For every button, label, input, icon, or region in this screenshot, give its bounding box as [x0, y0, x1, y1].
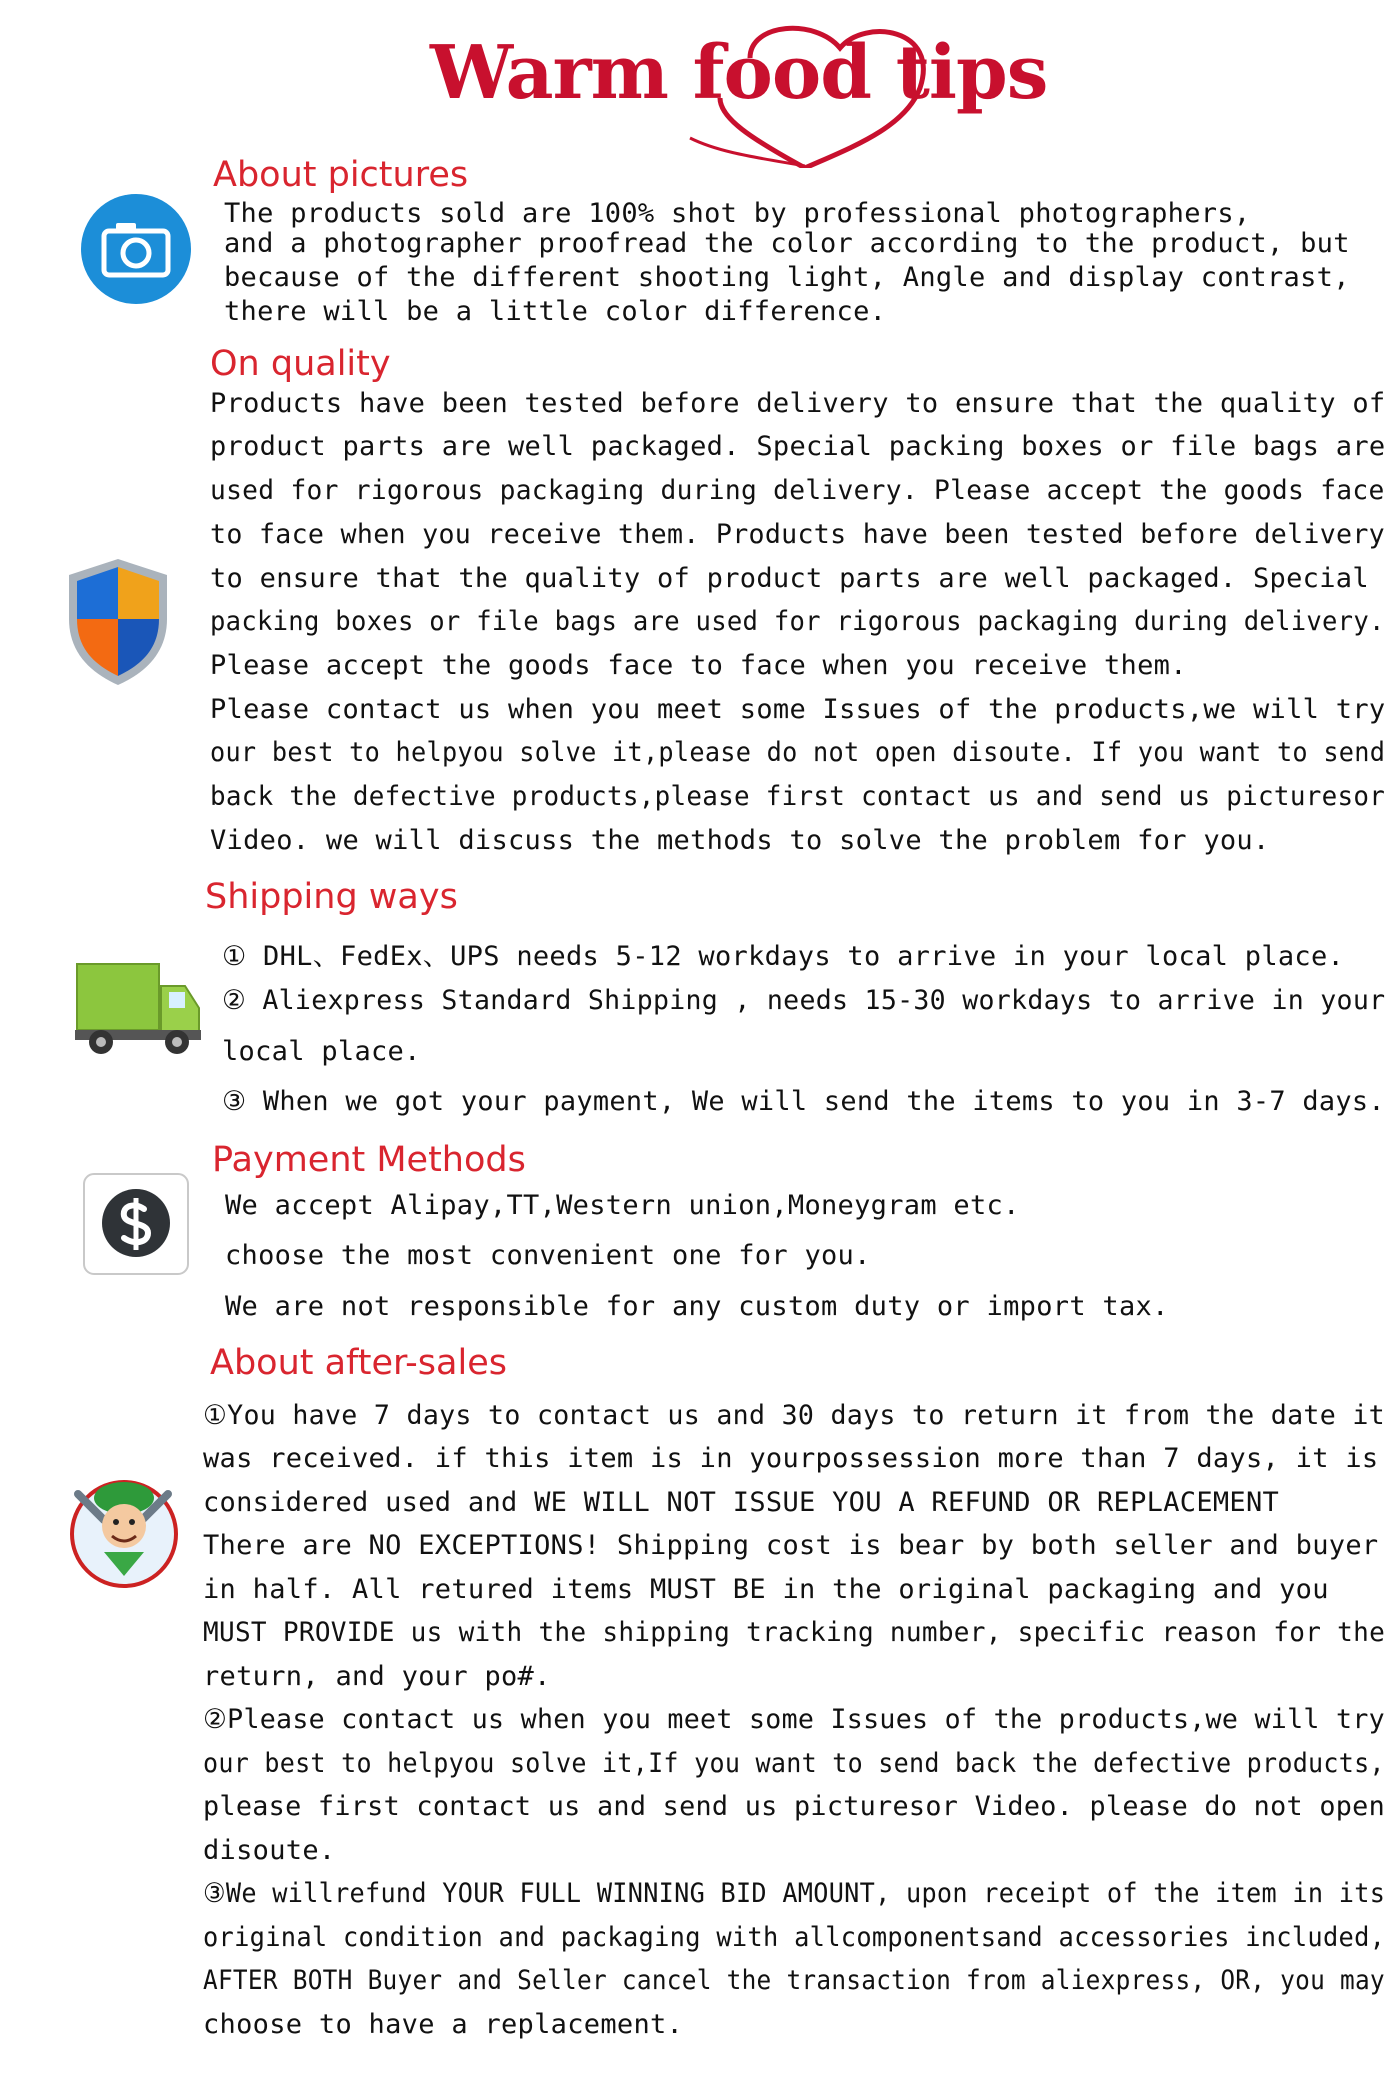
- aftersales-line: choose to have a replacement.: [203, 2009, 684, 2040]
- payment-line: choose the most convenient one for you.: [225, 1240, 871, 1271]
- aftersales-line: in half. All retured items MUST BE in the original packaging and you: [203, 1574, 1329, 1605]
- repairman-icon: [68, 1468, 180, 1596]
- dollar-icon: [82, 1172, 190, 1280]
- camera-icon: [80, 193, 192, 309]
- quality-line: Products have been tested before delivery to ensure that the quality of: [210, 388, 1386, 419]
- pictures-line: there will be a little color difference.: [224, 296, 887, 327]
- payment-line: We accept Alipay,TT,Western union,Moneygram etc.: [225, 1190, 1020, 1221]
- quality-line: Video. we will discuss the methods to solve the problem for you.: [210, 825, 1270, 856]
- aftersales-line: return, and your po#.: [203, 1661, 551, 1692]
- section-heading-aftersales: About after-sales: [210, 1343, 507, 1383]
- title-banner: [420, 18, 1048, 168]
- quality-line: back the defective products,please first contact us and send us picturesor: [210, 781, 1386, 812]
- shipping-line: ② Aliexpress Standard Shipping , needs 15-30 workdays to arrive in your: [222, 985, 1386, 1016]
- aftersales-line: MUST PROVIDE us with the shipping tracking number, specific reason for the: [203, 1617, 1386, 1648]
- quality-line: Please accept the goods face to face when you receive them.: [210, 650, 1187, 681]
- quality-line: to ensure that the quality of product parts are well packaged. Special: [210, 563, 1369, 594]
- section-heading-pictures: About pictures: [213, 155, 469, 195]
- aftersales-line: ①You have 7 days to contact us and 30 days to return it from the date it: [203, 1400, 1385, 1431]
- pictures-line: because of the different shooting light, Angle and display contrast,: [224, 262, 1350, 293]
- quality-line: our best to helpyou solve it,please do not open disoute. If you want to send: [210, 737, 1386, 768]
- pictures-line: and a photographer proofread the color according to the product, but: [224, 228, 1350, 259]
- aftersales-line: original condition and packaging with allcomponentsand accessories included,: [203, 1922, 1386, 1953]
- shield-icon: [63, 555, 173, 693]
- quality-line: used for rigorous packaging during delivery. Please accept the goods face: [210, 475, 1385, 506]
- pictures-line: The products sold are 100% shot by professional photographers,: [224, 198, 1251, 229]
- quality-line: to face when you receive them. Products have been tested before delivery: [210, 519, 1385, 550]
- section-heading-shipping: Shipping ways: [205, 877, 458, 917]
- aftersales-line: was received. if this item is in yourpossession more than 7 days, it is: [203, 1443, 1379, 1474]
- aftersales-line: ②Please contact us when you meet some Issues of the products,we will try: [203, 1704, 1385, 1735]
- aftersales-line: please first contact us and send us picturesor Video. please do not open: [203, 1791, 1385, 1822]
- shipping-line: local place.: [222, 1036, 421, 1067]
- section-heading-quality: On quality: [210, 344, 391, 384]
- aftersales-line: our best to helpyou solve it,If you want to send back the defective products,: [203, 1748, 1385, 1779]
- page-title: Warm food tips: [430, 30, 1048, 116]
- aftersales-line: disoute.: [203, 1835, 336, 1866]
- aftersales-line: ③We willrefund YOUR FULL WINNING BID AMOUNT, upon receipt of the item in its: [203, 1878, 1386, 1909]
- shipping-line: ① DHL、FedEx、UPS needs 5-12 workdays to arrive in your local place.: [222, 941, 1345, 972]
- aftersales-line: considered used and WE WILL NOT ISSUE YOU A REFUND OR REPLACEMENT: [203, 1487, 1280, 1518]
- quality-line: Please contact us when you meet some Issues of the products,we will try: [210, 694, 1386, 725]
- payment-line: We are not responsible for any custom duty or import tax.: [225, 1291, 1169, 1322]
- section-heading-payment: Payment Methods: [212, 1140, 526, 1180]
- aftersales-line: There are NO EXCEPTIONS! Shipping cost is bear by both seller and buyer: [203, 1530, 1379, 1561]
- shipping-line: ③ When we got your payment, We will send the items to you in 3-7 days.: [222, 1086, 1385, 1117]
- truck-icon: [75, 960, 203, 1064]
- quality-line: product parts are well packaged. Special packing boxes or file bags are: [210, 431, 1386, 462]
- quality-line: packing boxes or file bags are used for rigorous packaging during delivery.: [210, 606, 1385, 637]
- aftersales-line: AFTER BOTH Buyer and Seller cancel the transaction from aliexpress, OR, you may: [203, 1965, 1385, 1996]
